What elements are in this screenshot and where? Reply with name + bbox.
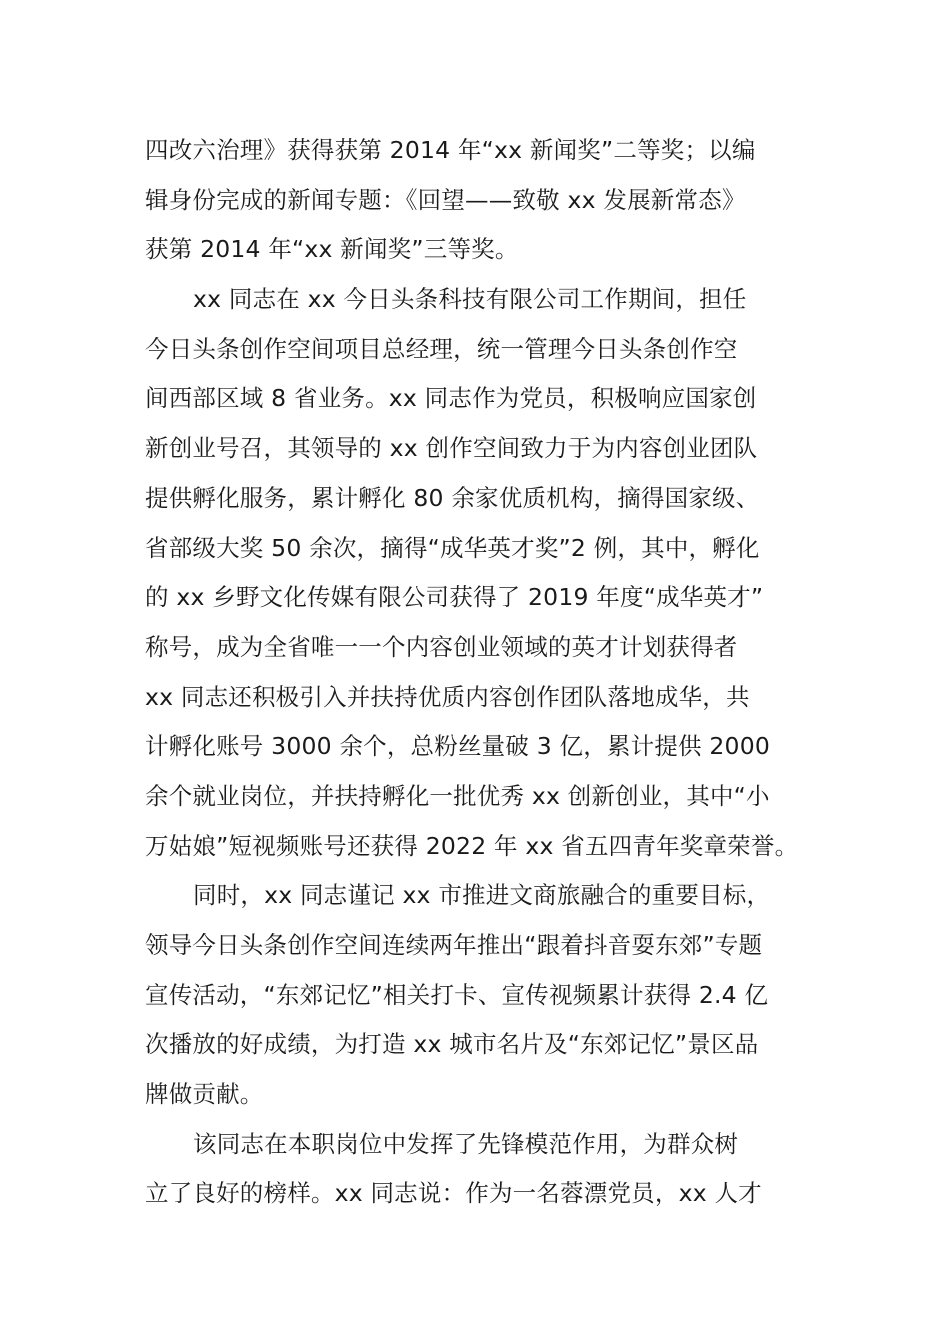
text-line: 今日头条创作空间项目总经理，统一管理今日头条创作空	[145, 334, 738, 363]
paragraph-start-line: xx 同志在 xx 今日头条科技有限公司工作期间，担任	[193, 285, 747, 314]
text-line: 辑身份完成的新闻专题：《回望——致敬 xx 发展新常态》	[145, 185, 746, 214]
text-line: 计孵化账号 3000 余个，总粉丝量破 3 亿，累计提供 2000	[145, 732, 771, 761]
text-line: 提供孵化服务，累计孵化 80 余家优质机构，摘得国家级、	[145, 483, 760, 512]
document-body	[145, 126, 835, 1219]
text-line: 新创业号召，其领导的 xx 创作空间致力于为内容创业团队	[145, 434, 758, 463]
text-line: 的 xx 乡野文化传媒有限公司获得了 2019 年度“成华英才”	[145, 583, 764, 612]
text-line: 省部级大奖 50 余次，摘得“成华英才奖”2 例，其中，孵化	[145, 533, 760, 562]
text-line: 获第 2014 年“xx 新闻奖”三等奖。	[145, 235, 519, 264]
text-line: xx 同志还积极引入并扶持优质内容创作团队落地成华，共	[145, 682, 750, 711]
text-line: 宣传活动，“东郊记忆”相关打卡、宣传视频累计获得 2.4 亿	[145, 980, 769, 1009]
text-line: 立了良好的榜样。xx 同志说：作为一名蓉漂党员，xx 人才	[145, 1179, 762, 1208]
text-line: 万姑娘”短视频账号还获得 2022 年 xx 省五四青年奖章荣誉。	[145, 831, 799, 860]
text-line: 四改六治理》获得获第 2014 年“xx 新闻奖”二等奖；以编	[145, 136, 756, 164]
text-line: 间西部区域 8 省业务。xx 同志作为党员，积极响应国家创	[145, 384, 757, 413]
text-line: 领导今日头条创作空间连续两年推出“跟着抖音耍东郊”专题	[145, 931, 763, 959]
paragraph-start-line: 同时，xx 同志谨记 xx 市推进文商旅融合的重要目标，	[193, 881, 771, 910]
text-line: 牌做贡献。	[145, 1080, 264, 1109]
paragraph-start-line: 该同志在本职岗位中发挥了先锋模范作用，为群众树	[193, 1129, 739, 1158]
text-line: 称号，成为全省唯一一个内容创业领域的英才计划获得者	[145, 632, 738, 661]
text-line: 余个就业岗位，并扶持孵化一批优秀 xx 创新创业，其中“小	[145, 781, 770, 810]
text-line: 次播放的好成绩，为打造 xx 城市名片及“东郊记忆”景区品	[145, 1030, 759, 1059]
